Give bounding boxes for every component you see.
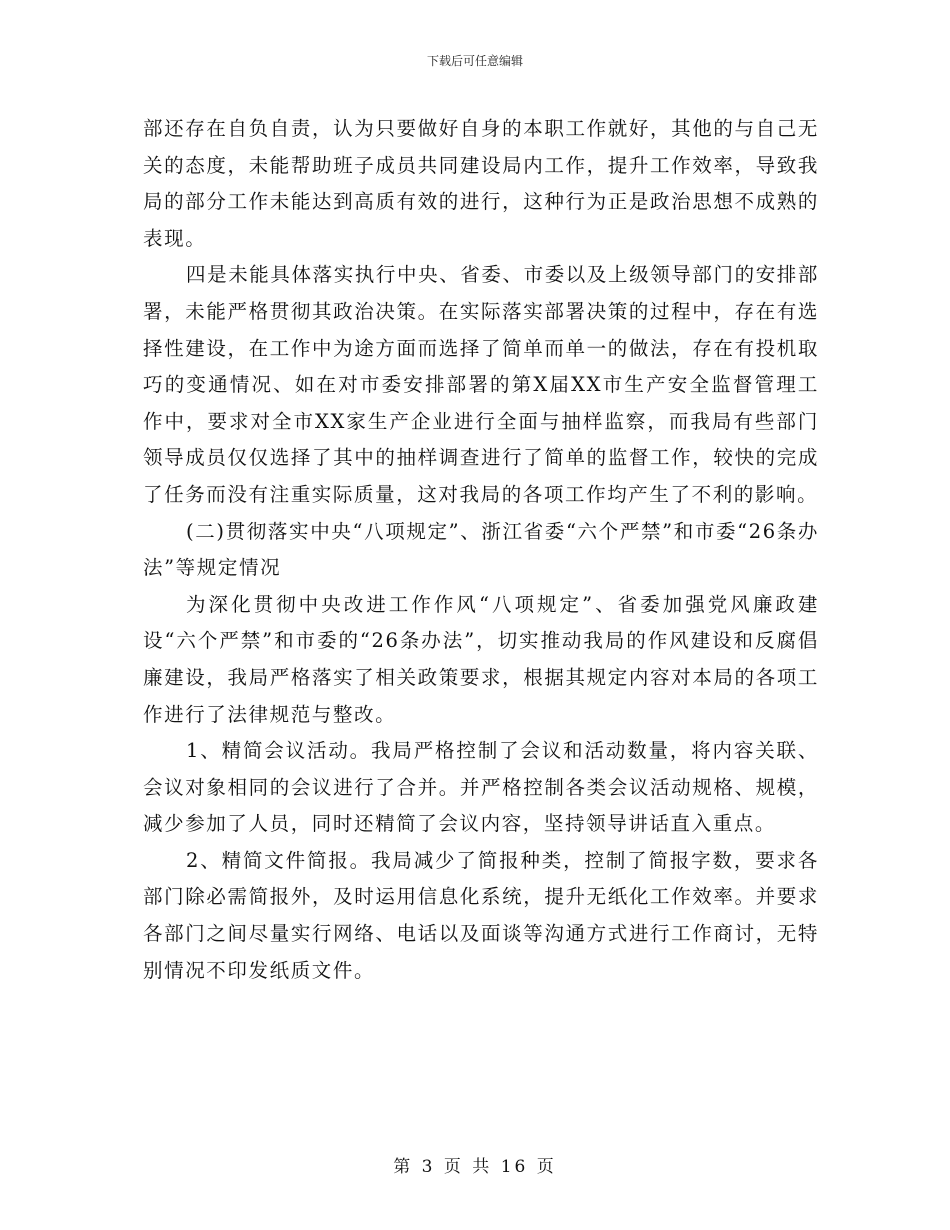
paragraph-point-four: 四是未能具体落实执行中央、省委、市委以及上级领导部门的安排部署，未能严格贯彻其政治决策。在实际落实部署决策的过程中，存在有选择性建设，在工作中为途方面而选择了简单而单一的做法，存在有投机取巧的变通情况、如在对市委安排部署的第X届XX市生产安全监督管理工作中，要求对全市XX家生产企业进行全面与抽样监察，而我局有些部门领导成员仅仅选择了其中的抽样调查进行了简单的监督工作，较快的完成了任务而没有注重实际质量，这对我局的各项工作均产生了不利的影响。 [143,263,820,506]
paragraph-item-two: 2、精简文件简报。我局减少了简报种类，控制了简报字数，要求各部门除必需简报外，及时运用信息化系统，提升无纸化工作效率。并要求各部门之间尽量实行网络、电话以及面谈等沟通方式进行工作商讨，无特别情况不印发纸质文件。 [143,848,819,982]
page-number: 第 3 页 共 16 页 [393,1157,557,1177]
section-heading: (二)贯彻落实中央“八项规定”、浙江省委“六个严禁”和市委“26条办法”等规定情况 [143,519,819,580]
paragraph-item-one: 1、精简会议活动。我局严格控制了会议和活动数量，将内容关联、会议对象相同的会议进行了合并。并严格控制各类会议活动规格、规模，减少参加了人员，同时还精简了会议内容，坚持领导讲话直入重点。 [143,739,819,836]
document-body [143,111,819,989]
paragraph-intro: 为深化贯彻中央改进工作作风“八项规定”、省委加强党风廉政建设“六个严禁”和市委的“26条办法”，切实推动我局的作风建设和反腐倡廉建设，我局严格落实了相关政策要求，根据其规定内容对本局的各项工作进行了法律规范与整改。 [143,592,819,726]
page-header: 下载后可任意编辑 [426,54,523,68]
paragraph-continuation: 部还存在自负自责，认为只要做好自身的本职工作就好，其他的与自己无关的态度，未能帮助班子成员共同建设局内工作，提升工作效率，导致我局的部分工作未能达到高质有效的进行，这种行为正是政治思想不成熟的表现。 [143,117,819,250]
